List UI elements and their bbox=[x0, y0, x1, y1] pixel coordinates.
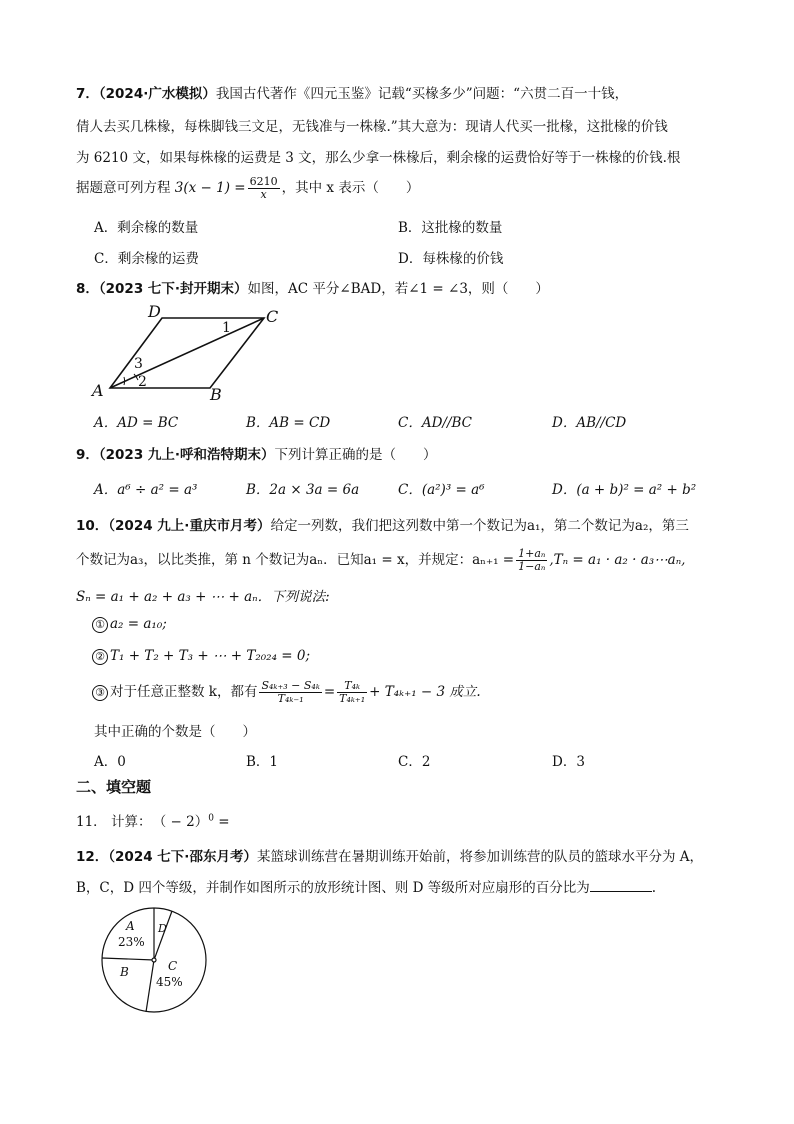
q8-option-d: D．AB//CD bbox=[552, 415, 627, 431]
q10-text2-post: ,Tₙ = a₁ · a₂ · a₃⋯aₙ, bbox=[549, 552, 686, 568]
pie-divider-d-c bbox=[154, 911, 172, 960]
q12-text1: 某篮球训练营在暑期训练开始前，将参加训练营的队员的篮球水平分为 A， bbox=[256, 849, 703, 865]
q9-option-b: B．2a × 3a = 6a bbox=[246, 482, 360, 498]
q10-frac-num: 1+aₙ bbox=[518, 547, 546, 561]
q7-text1: 我国古代著作《四元玉鉴》记载“买椽多少”问题：“六贯二百一十钱， bbox=[215, 86, 629, 102]
statement-3-frac2 bbox=[337, 680, 367, 704]
q9-text: 下列计算正确的是（ ） bbox=[274, 447, 437, 463]
circled-3: ③ bbox=[92, 685, 108, 701]
frac1-den: T₄ₖ₋₁ bbox=[277, 692, 304, 705]
q7-frac-den: x bbox=[260, 188, 267, 201]
label-b: B bbox=[210, 385, 222, 404]
q12-line1 bbox=[76, 845, 703, 865]
statement-3-post: + T₄ₖ₊₁ − 3 成立. bbox=[369, 684, 481, 700]
angle-1-label: 1 bbox=[222, 320, 231, 336]
q9-option-a: A．a⁶ ÷ a² = a³ bbox=[94, 482, 198, 498]
q12-end: . bbox=[651, 880, 657, 896]
q9-option-c: C．(a²)³ = a⁶ bbox=[398, 482, 485, 498]
q11-exponent: 0 bbox=[208, 813, 214, 824]
q7-fraction bbox=[248, 176, 280, 200]
frac1-num: S₄ₖ₊₃ − S₄ₖ bbox=[261, 679, 320, 693]
q7-line4-post: ，其中 x 表示（ ） bbox=[281, 180, 420, 196]
q7-line1 bbox=[76, 82, 628, 102]
q9-option-d: D．(a + b)² = a² + b² bbox=[552, 482, 697, 498]
q10-statement-3 bbox=[92, 680, 481, 705]
pie-divider-b-c bbox=[146, 960, 154, 1012]
label-d: D bbox=[148, 302, 161, 321]
q10-frac-den: 1−aₙ bbox=[518, 560, 546, 573]
q7-equation: 3(x − 1) = bbox=[174, 180, 246, 196]
pie-label-b: B bbox=[120, 965, 129, 979]
q10-recurrence-fraction bbox=[516, 548, 547, 572]
q8-source: 8．（2023 七下·封开期末） bbox=[76, 281, 248, 297]
q8-option-a: A．AD = BC bbox=[94, 415, 179, 431]
q12-text2: B，C，D 四个等级，并制作如图所示的放形统计图、则 D 等级所对应扇形的百分比为 bbox=[76, 880, 590, 896]
q10-text1: 给定一列数，我们把这列数中第一个数记为a₁，第二个数记为a₂，第三 bbox=[270, 518, 689, 534]
label-a: A bbox=[92, 381, 104, 400]
q10-source: 10．（2024 九上·重庆市月考） bbox=[76, 518, 271, 534]
q10-ask: 其中正确的个数是（ ） bbox=[94, 724, 256, 740]
q10-line2 bbox=[76, 548, 685, 573]
answer-blank[interactable] bbox=[590, 879, 652, 892]
q7-line4-pre: 据题意可列方程 bbox=[76, 180, 175, 196]
q7-option-d: D．每株椽的价钱 bbox=[398, 251, 504, 267]
q10-option-c: C．2 bbox=[398, 754, 431, 770]
q7-frac-num: 6210 bbox=[249, 175, 278, 189]
q8-parallelogram-figure bbox=[88, 300, 288, 404]
q8-text: 如图，AC 平分∠BAD，若∠1 = ∠3，则（ ） bbox=[247, 281, 549, 297]
q10-option-d: D．3 bbox=[552, 754, 585, 770]
statement-1-text: a₂ = a₁₀; bbox=[110, 616, 167, 632]
circled-1: ① bbox=[92, 617, 108, 633]
q10-line1 bbox=[76, 514, 689, 534]
q12-source: 12．（2024 七下·邵东月考） bbox=[76, 849, 257, 865]
q7-option-b: B．这批椽的数量 bbox=[398, 220, 503, 236]
q10-statement-2 bbox=[92, 648, 310, 665]
section-heading-fill-blank: 二、填空题 bbox=[76, 778, 152, 796]
q10-option-b: B．1 bbox=[246, 754, 279, 770]
pie-label-c-pct: 45% bbox=[156, 975, 183, 989]
q11-expr: （ − 2） bbox=[159, 814, 209, 830]
q7-line4 bbox=[76, 176, 419, 201]
pie-label-c: C bbox=[168, 959, 178, 973]
q7-source: 7．（2024·广水模拟） bbox=[76, 86, 216, 102]
statement-2-text: T₁ + T₂ + T₃ + ⋯ + T₂₀₂₄ = 0; bbox=[110, 648, 311, 664]
frac2-num: T₄ₖ bbox=[337, 680, 367, 693]
angle-2-label: 2 bbox=[138, 374, 147, 390]
q10-text2: 个数记为a₃，以比类推，第 n 个数记为aₙ．已知a₁ = x，并规定：aₙ₊₁ = bbox=[76, 552, 515, 568]
q11-eq: = bbox=[213, 814, 230, 830]
statement-3-pre: 对于任意正整数 k，都有 bbox=[110, 684, 258, 700]
q7-line2: 倩人去买几株椽，每株脚钱三文足，无钱准与一株椽.”其大意为：现请人代买一批椽，这批椽的价钱 bbox=[76, 119, 668, 135]
q8-stem bbox=[76, 277, 549, 297]
q7-option-a: A．剩余椽的数量 bbox=[94, 220, 199, 236]
q10-option-a: A．0 bbox=[94, 754, 126, 770]
q10-line3: Sₙ = a₁ + a₂ + a₃ + ⋯ + aₙ．下列说法: bbox=[76, 589, 330, 605]
pie-label-d: D bbox=[158, 922, 167, 935]
statement-3-eq: = bbox=[323, 684, 336, 700]
angle-3-label: 3 bbox=[134, 356, 143, 372]
q11-label: 11． 计算： bbox=[76, 814, 152, 830]
q9-source: 9．（2023 九上·呼和浩特期末） bbox=[76, 447, 275, 463]
pie-label-a-pct: 23% bbox=[118, 935, 145, 949]
q11 bbox=[76, 810, 230, 830]
diagonal-ac bbox=[110, 318, 264, 388]
pie-divider-a-b bbox=[102, 958, 154, 960]
circled-2: ② bbox=[92, 649, 108, 665]
q7-line3: 为 6210 文，如果每株椽的运费是 3 文，那么少拿一株椽后，剩余椽的运费恰好等于一株椽的价钱.根 bbox=[76, 150, 681, 166]
q10-statement-1 bbox=[92, 616, 167, 633]
pie-label-a: A bbox=[126, 919, 135, 933]
q12-pie-chart bbox=[98, 904, 210, 1016]
q12-line2 bbox=[76, 876, 656, 896]
statement-3-frac1 bbox=[259, 680, 321, 704]
q7-option-c: C．剩余椽的运费 bbox=[94, 251, 199, 267]
label-c: C bbox=[266, 307, 279, 326]
q9-stem bbox=[76, 443, 437, 463]
frac2-den: T₄ₖ₊₁ bbox=[339, 692, 366, 705]
q8-option-c: C．AD//BC bbox=[398, 415, 472, 431]
q8-option-b: B．AB = CD bbox=[246, 415, 331, 431]
